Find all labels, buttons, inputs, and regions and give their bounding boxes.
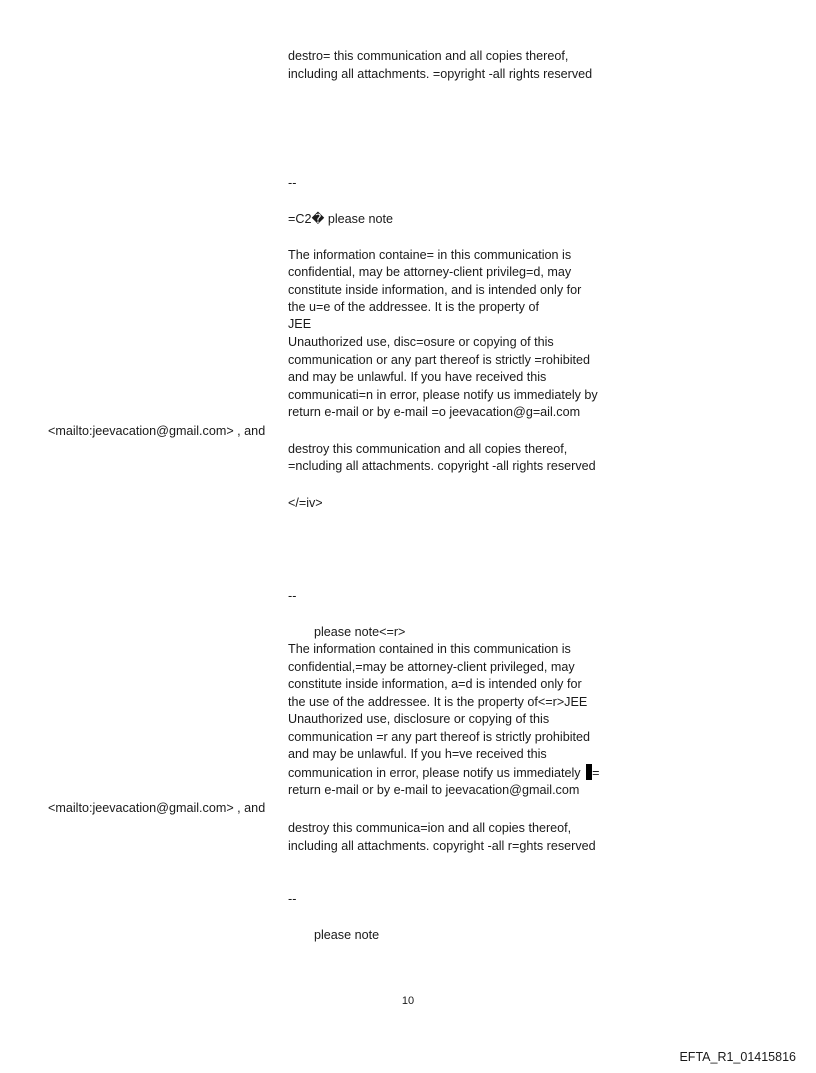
text-line: The information containe= in this communication is: [288, 248, 572, 262]
text-line: return e-mail or by e-mail =o jeevacation@g=ail.com: [288, 405, 581, 419]
text-line: including all attachments. copyright -all r=ghts reserved: [288, 839, 596, 853]
text-line-suffix: =: [592, 766, 600, 780]
text-line: Unauthorized use, disclosure or copying of this: [288, 712, 550, 726]
text-line-body: communication in error, please notify us immediately: [288, 766, 585, 780]
text-line: constitute inside information, a=d is intended only for: [288, 677, 582, 691]
text-line: =C2� please note: [288, 212, 393, 226]
page-number: 10: [401, 995, 415, 1007]
text-line: =ncluding all attachments. copyright -all rights reserved: [288, 459, 596, 473]
separator-line: --: [288, 892, 297, 906]
separator-line: --: [288, 176, 297, 190]
text-line: and may be unlawful. If you h=ve received this: [288, 747, 547, 761]
text-line: confidential,=may be attorney-client privileged, may: [288, 660, 575, 674]
text-line: return e-mail or by e-mail to jeevacation@gmail.com: [288, 783, 580, 797]
text-line: Unauthorized use, disc=osure or copying of this: [288, 335, 554, 349]
text-line: communication or any part thereof is strictly =rohibited: [288, 353, 591, 367]
text-line: destroy this communica=ion and all copies thereof,: [288, 821, 572, 835]
text-line: communication =r any part thereof is strictly prohibited: [288, 730, 591, 744]
text-line: please note: [314, 928, 380, 942]
text-line: the u=e of the addressee. It is the property of: [288, 300, 539, 314]
text-line: confidential, may be attorney-client privileg=d, may: [288, 265, 572, 279]
text-line: </=iv>: [288, 496, 323, 510]
document-id: EFTA_R1_01415816: [679, 1050, 796, 1064]
mailto-link-text: <mailto:jeevacation@gmail.com> , and: [48, 424, 266, 438]
mailto-link-text: <mailto:jeevacation@gmail.com> , and: [48, 801, 266, 815]
text-line: the use of the addressee. It is the property of<=r>JEE: [288, 695, 588, 709]
text-line: destroy this communication and all copies thereof,: [288, 442, 568, 456]
text-line: JEE: [288, 317, 312, 331]
separator-line: --: [288, 589, 297, 603]
text-line: communicati=n in error, please notify us immediately by: [288, 388, 598, 402]
text-line: destro= this communication and all copies thereof,: [288, 49, 569, 63]
text-line: please note<=r>: [314, 625, 406, 639]
text-line: including all attachments. =opyright -all rights reserved: [288, 67, 593, 81]
text-line: and may be unlawful. If you have received this: [288, 370, 547, 384]
text-line: The information contained in this communication is: [288, 642, 571, 656]
text-line: constitute inside information, and is intended only for: [288, 283, 582, 297]
text-line: [288, 764, 599, 782]
